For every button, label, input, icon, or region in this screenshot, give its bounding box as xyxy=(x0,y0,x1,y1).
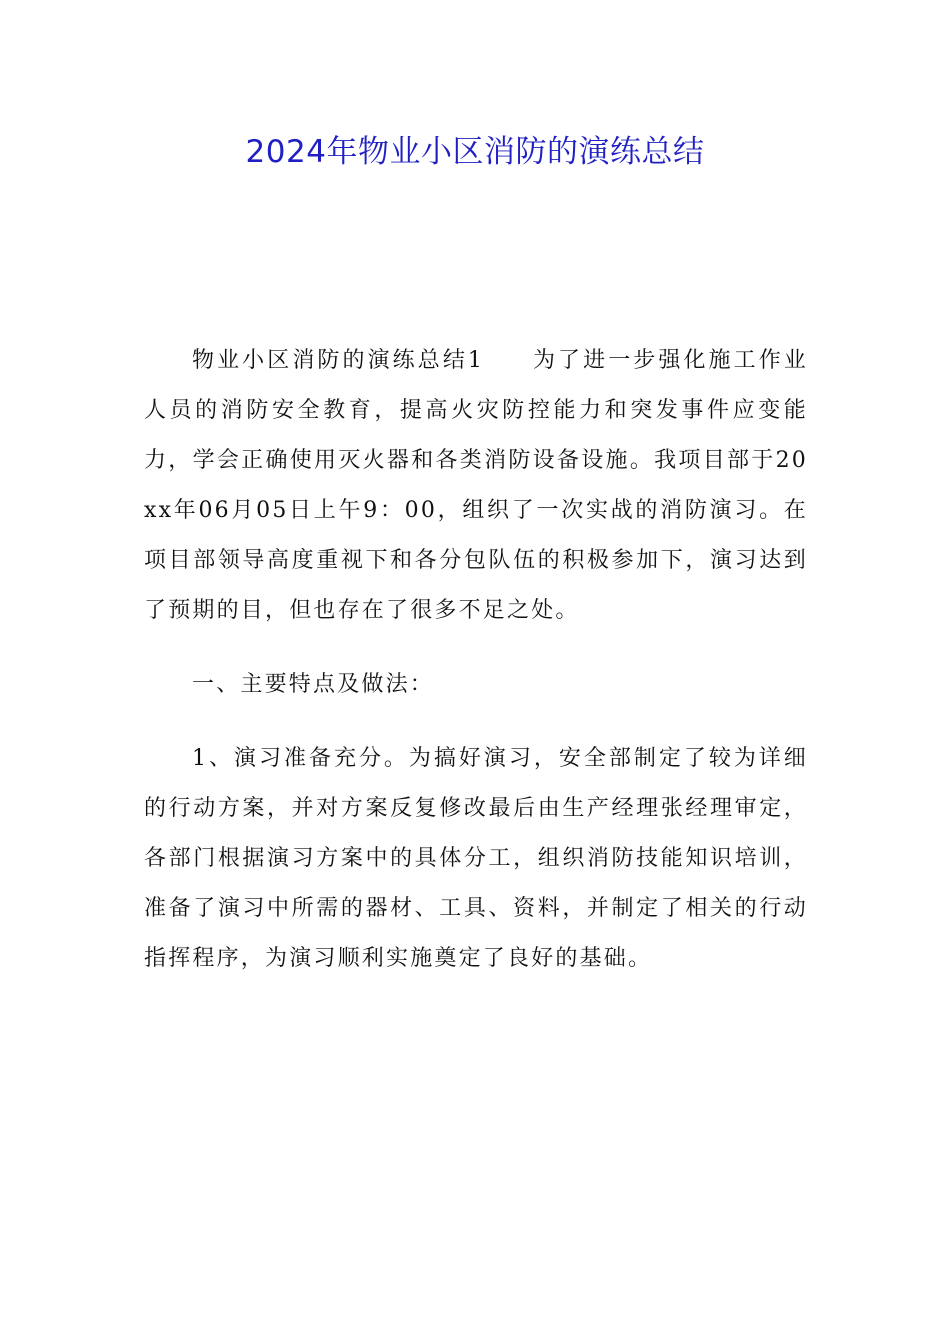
paragraph-section-one: 一、主要特点及做法： xyxy=(192,672,435,697)
document-body xyxy=(144,336,808,1008)
document-title: 2024年物业小区消防的演练总结 xyxy=(245,134,705,170)
paragraph-item-one: 1、演习准备充分。为搞好演习，安全部制定了较为详细的行动方案，并对方案反复修改最后由生产经理张经理审定，各部门根据演习方案中的具体分工，组织消防技能知识培训，准备了演习中所需的器材、工具、资料，并制定了相关的行动指挥程序，为演习顺利实施奠定了良好的基础。 xyxy=(144,746,808,971)
paragraph-intro xyxy=(144,336,808,636)
paragraph-text: 为了进一步强化施工作业人员的消防安全教育，提高火灾防控能力和突发事件应变能力，学会正确使用灭火器和各类消防设备设施。我项目部于20xx年06月05日上午9：00，组织了一次实战的消防演习。在项目部领导高度重视下和各分包队伍的积极参加下，演习达到了预期的目，但也存在了很多不足之处。 xyxy=(144,348,808,623)
section-heading: 物业小区消防的演练总结1 xyxy=(192,348,485,373)
